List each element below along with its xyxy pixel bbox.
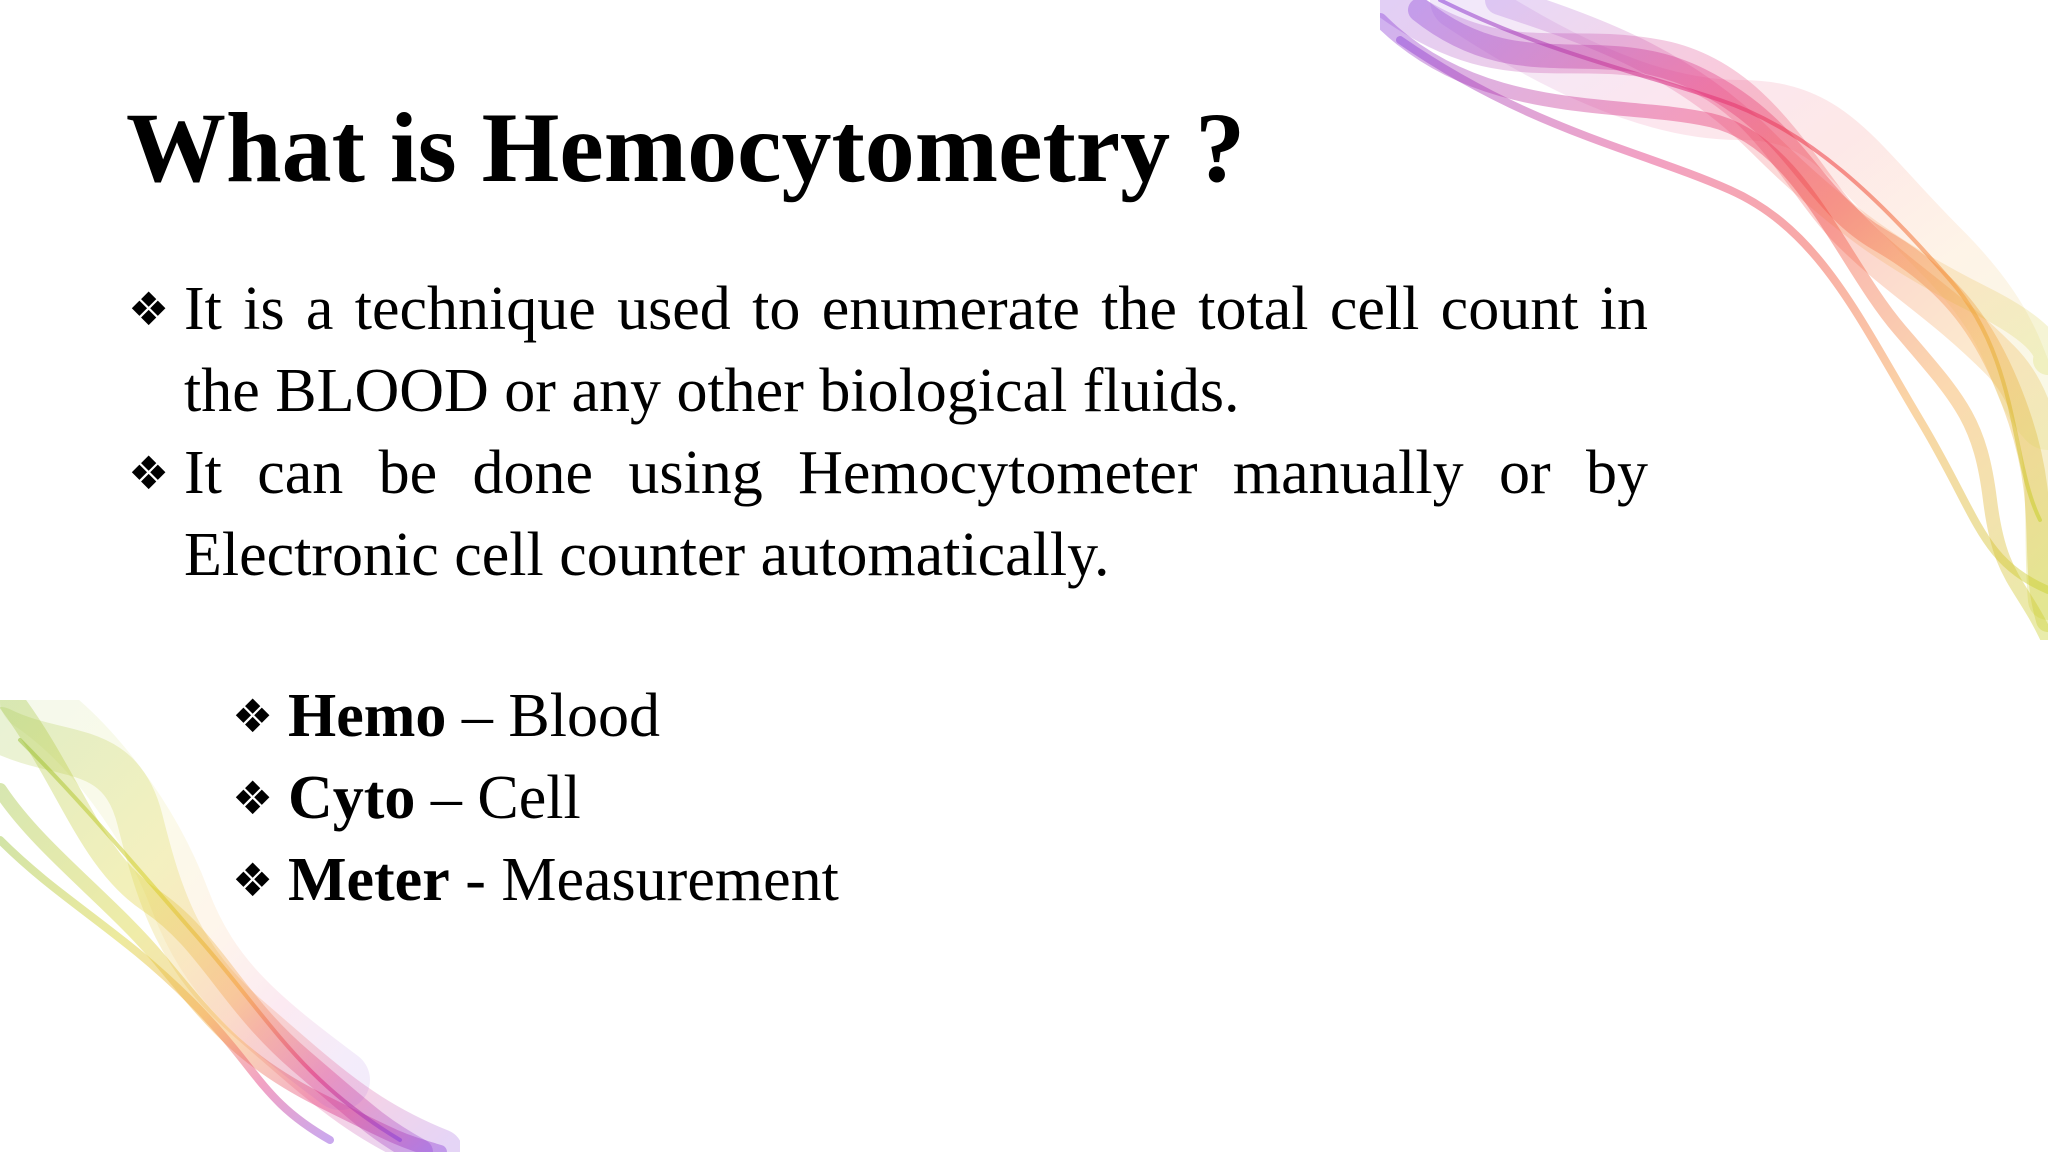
four-diamond-bullet-icon: ❖ bbox=[128, 282, 170, 336]
etymology-item bbox=[232, 757, 839, 839]
etymology-meaning: Cell bbox=[477, 764, 581, 832]
etymology-separator: – bbox=[415, 764, 478, 832]
etymology-separator: – bbox=[446, 682, 509, 750]
etymology-meaning: Measurement bbox=[501, 846, 839, 914]
etymology-meaning: Blood bbox=[508, 682, 660, 750]
slide-title: What is Hemocytometry ? bbox=[126, 92, 1246, 203]
etymology-separator: - bbox=[449, 846, 502, 914]
bullet-item bbox=[128, 268, 1648, 432]
etymology-term: Hemo bbox=[288, 682, 447, 750]
four-diamond-bullet-icon: ❖ bbox=[232, 771, 274, 825]
bullet-list bbox=[128, 268, 1648, 596]
bullet-text: It is a technique used to enumerate the total cell count in the BLOOD or any other biological fluids. bbox=[184, 275, 1648, 425]
etymology-term: Cyto bbox=[288, 764, 416, 832]
four-diamond-bullet-icon: ❖ bbox=[232, 853, 274, 907]
etymology-list bbox=[232, 675, 839, 921]
etymology-item bbox=[232, 839, 839, 921]
bullet-item bbox=[128, 432, 1648, 596]
bullet-text: It can be done using Hemocytometer manually or by Electronic cell counter automatically. bbox=[184, 439, 1648, 589]
etymology-term: Meter bbox=[288, 846, 450, 914]
four-diamond-bullet-icon: ❖ bbox=[232, 689, 274, 743]
four-diamond-bullet-icon: ❖ bbox=[128, 446, 170, 500]
etymology-item bbox=[232, 675, 839, 757]
